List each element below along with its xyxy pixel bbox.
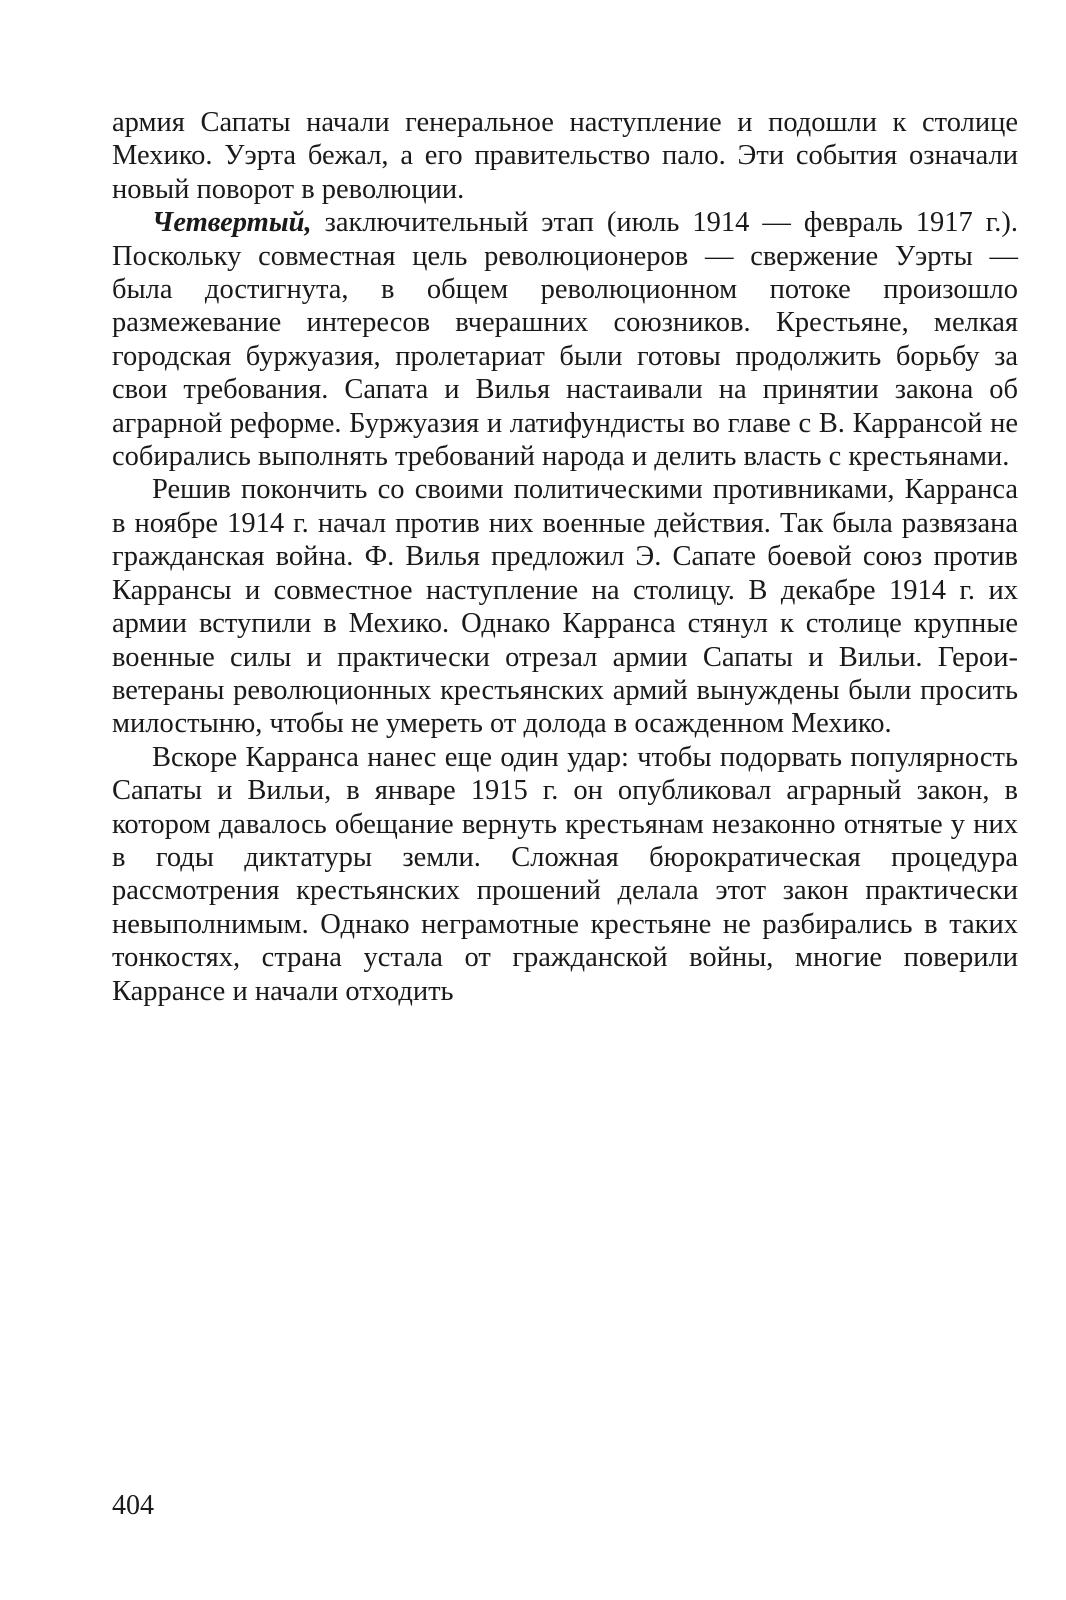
paragraph-lead-word: Четвертый, [152, 207, 312, 239]
paragraph-continuation [112, 106, 1018, 206]
page-number: 404 [112, 1490, 154, 1521]
paragraph-text: Вскоре Карранса нанес еще один удар: чтобы подорвать популярность Сапаты и Вильи, в январе 1915 г. он опубликовал аграрный закон, в котором давалось обещание вернуть крестьянам незаконно отнятые у них в годы диктатуры земли. Сложная бюрократическая процедура рассмотрения крестьянских прошений делала этот закон практически невыполнимым. Однако неграмотные крестьяне не разбирались в таких тонкостях, страна устала от гражданской войны, многие поверили Каррансе и начали отходить [112, 741, 1018, 1007]
paragraph-text: заключительный этап (июль 1914 — февраль 1917 г.). Поскольку совместная цель революционеров — свержение Уэрты — была достигнута, в общем революционном потоке произошло размежевание интересов вчерашних союзников. Крестьяне, мелкая городская буржуазия, пролетариат были готовы продолжить борьбу за свои требования. Сапата и Вилья настаивали на принятии закона об аграрной реформе. Буржуазия и латифундисты во главе с В. Каррансой не собирались выполнять требований народа и делить власть с крестьянами. [112, 207, 1018, 473]
body-text [112, 106, 1018, 1008]
paragraph-agrarian-law [112, 741, 1018, 1008]
paragraph-civil-war [112, 473, 1018, 740]
paragraph-text: Решив покончить со своими политическими противниками, Карранса в ноябре 1914 г. начал против них военные действия. Так была развязана гражданская война. Ф. Вилья предложил Э. Сапате боевой союз против Каррансы и совместное наступление на столицу. В декабре 1914 г. их армии вступили в Мехико. Однако Карранса стянул к столице крупные военные силы и практически отрезал армии Сапаты и Вильи. Герои-ветераны революционных крестьянских армий вынуждены были просить милостыню, чтобы не умереть от долода в осажденном Мехико. [112, 474, 1018, 740]
paragraph-fourth-stage [112, 206, 1018, 473]
paragraph-text: армия Сапаты начали генеральное наступление и подошли к столице Мехико. Уэрта бежал, а его правительство пало. Эти события означали новый поворот в революции. [112, 107, 1018, 205]
